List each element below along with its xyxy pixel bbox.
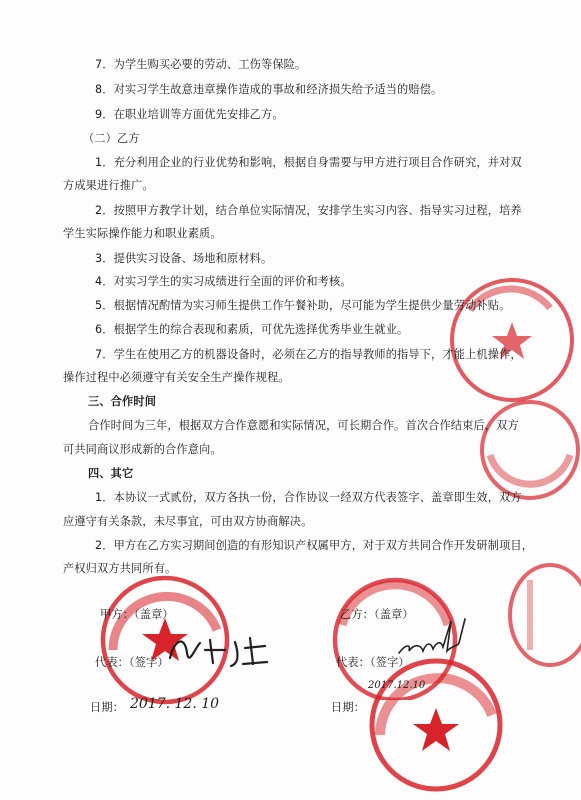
date-a-label: 日期： (90, 701, 125, 714)
item-b-5: 5．根据情况酌情为实习师生提供工作午餐补助，尽可能为学生提供少量劳动补贴。 (95, 299, 511, 312)
item-b-6: 6．根据学生的综合表现和素质，可优先选择优秀毕业生就业。 (95, 323, 409, 336)
company-seal-b (440, 270, 581, 410)
section-3-line-1: 合作时间为三年，根据双方合作意愿和实际情况，可长期合作。首次合作结束后，双方 (88, 419, 519, 432)
item-b-1-line-1: 1．充分利用企业的行业优势和影响，根据自身需要与甲方进行项目合作研究，并对双 (95, 156, 522, 169)
item-b-2-line-1: 2．按照甲方教学计划，结合单位实际情况，安排学生实习内容、指导实习过程，培养 (95, 204, 522, 217)
company-seal-b-2 (470, 395, 581, 505)
rep-b-label: 代表：（签字） (336, 656, 410, 669)
signature-b (395, 615, 475, 665)
cooperation-seal (490, 560, 581, 670)
item-b-7-line-2: 操作过程中必须遵守有关安全生产操作规程。 (63, 371, 290, 384)
section-4-item-1-line-2: 应遵守有关条款，未尽事宜，可由双方协商解决。 (63, 515, 313, 528)
party-a-label: 甲方：（盖章） (100, 608, 174, 621)
section-3-title: 三、合作时间 (88, 395, 157, 408)
date-a-value: 2017. 12. 10 (130, 696, 220, 712)
item-a-9: 9．在职业培训等方面优先安排乙方。 (95, 108, 284, 121)
section-3-line-2: 可共同商议形成新的合作意向。 (63, 443, 222, 456)
section-4-title: 四、其它 (88, 467, 134, 480)
item-b-4: 4．对实习学生的实习成绩进行全面的评价和考核。 (95, 275, 352, 288)
item-b-3: 3．提供实习设备、场地和原材料。 (95, 252, 273, 265)
rep-a-label: 代表：（签字） (95, 656, 169, 669)
contract-seal (368, 650, 508, 795)
signature-a (165, 628, 275, 673)
item-b-2-line-2: 学生实际操作能力和职业素质。 (63, 227, 222, 240)
section-4-item-1-line-1: 1．本协议一式贰份，双方各执一份，合作协议一经双方代表签字、盖章即生效，双方 (95, 491, 522, 504)
section-4-item-2-line-2: 产权归双方共同所有。 (63, 562, 177, 575)
date-b-value: 2017.12.10 (368, 680, 426, 691)
item-b-1-line-2: 方成果进行推广。 (63, 179, 154, 192)
item-a-7: 7．为学生购买必要的劳动、工伤等保险。 (95, 58, 307, 71)
heading-party-b: （二）乙方 (83, 132, 140, 145)
item-a-8: 8．对实习学生故意违章操作造成的事故和经济损失给予适当的赔偿。 (95, 83, 443, 96)
date-b-label: 日期： (331, 701, 366, 714)
party-b-label: 乙方：（盖章） (340, 608, 414, 621)
section-4-item-2-line-1: 2．甲方在乙方实习期间创造的有形知识产权属甲方，对于双方共同合作开发研制项目， (95, 539, 534, 552)
item-b-7-line-1: 7．学生在使用乙方的机器设备时，必须在乙方的指导教师的指导下，才能上机操作， (95, 348, 522, 361)
